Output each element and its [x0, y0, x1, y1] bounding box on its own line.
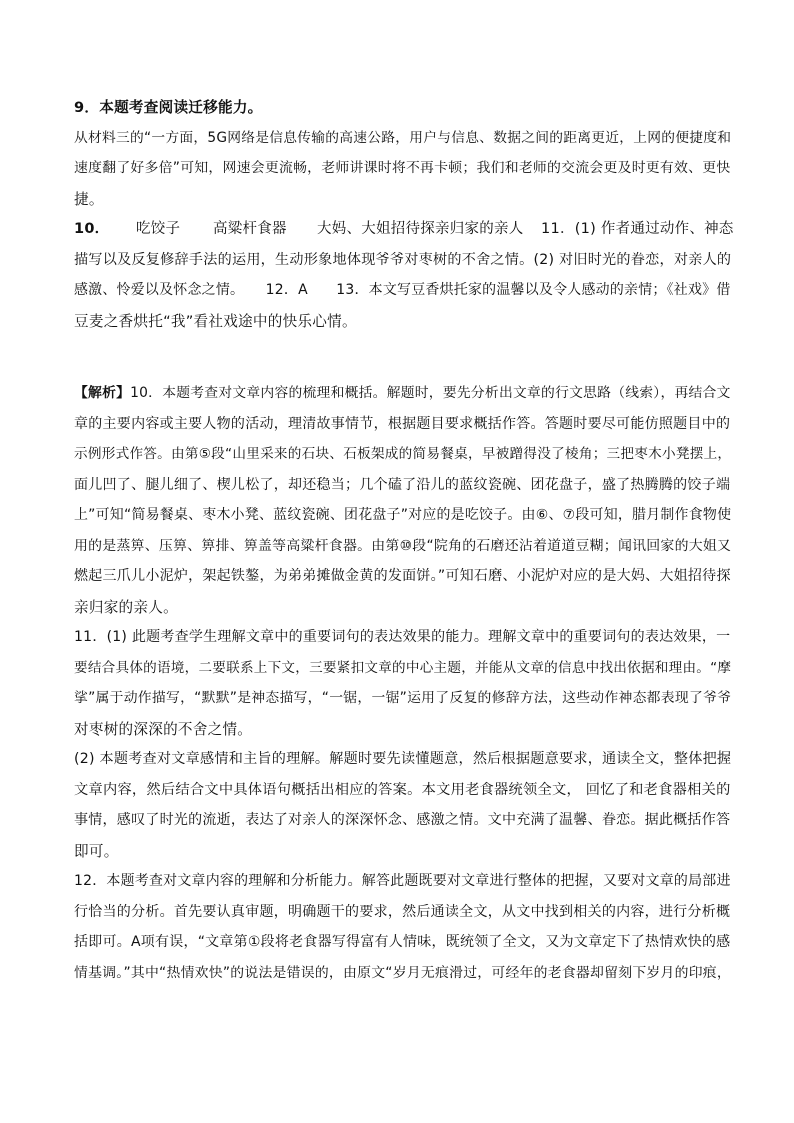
analysis-line: (2) 本题考查对文章感情和主旨的理解。解题时要先读懂题意，然后根据题意要求，通读全文，整体把握 — [74, 751, 732, 767]
analysis-line: 亲归家的亲人。 — [74, 598, 178, 616]
analysis-line: 即可。 — [74, 842, 119, 860]
analysis-line: 示例形式作答。由第⑤段“山里采来的石块、石板架成的简易餐桌，早被蹭得没了棱角；三把枣木小凳摆上， — [74, 446, 732, 462]
answers-first-line — [74, 220, 734, 239]
answer-document — [74, 98, 734, 994]
analysis-line: 11．(1) 此题考查学生理解文章中的重要词句的表达效果的能力。理解文章中的重要词句的表达效果，一 — [74, 629, 731, 645]
q10-number: 10． — [74, 221, 110, 237]
q10-answer-3: 大妈、大姐招待探亲归家的亲人 — [317, 221, 524, 237]
q9-line: 速度翻了好多倍”可知，网速会更流畅，老师讲课时将不再卡顿；我们和老师的交流会更及时更有效、更快 — [74, 160, 731, 176]
analysis-line: 行恰当的分析。首先要认真审题，明确题干的要求，然后通读全文，从文中找到相关的内容，进行分析概 — [74, 903, 731, 920]
q9-section — [74, 98, 734, 209]
q10-answer-1: 吃饺子 — [136, 221, 181, 237]
answers-line: 感激、怜爱以及怀念之情。 12．A 13．本文写豆香烘托家的温馨以及令人感动的亲情；《社戏》借 — [74, 282, 731, 298]
analysis-first-line — [74, 384, 734, 403]
answers-line: 豆麦之香烘托“我”看社戏途中的快乐心情。 — [74, 312, 357, 330]
analysis-line: 挲”属于动作描写，“默默”是神态描写，“一锯，一锯”运用了反复的修辞方法，这些动作神态都表现了爷爷 — [74, 690, 732, 706]
q9-line: 捷。 — [74, 190, 104, 208]
analysis-line: 10．本题考查对文章内容的梳理和概括。解题时，要先分析出文章的行文思路（线索），再结合文 — [130, 385, 731, 401]
analysis-line: 用的是蒸箅、压箅、箅排、箅盖等高粱杆食器。由第⑩段“院角的石磨还沾着道道豆糊；闻讯回家的大姐又 — [74, 537, 732, 554]
analysis-section — [74, 384, 734, 983]
analysis-line: 燃起三爪儿小泥炉，架起铁鏊，为弟弟摊做金黄的发面饼。”可知石磨、小泥炉对应的是大妈、大姐招待探 — [74, 568, 731, 584]
q9-line: 从材料三的“一方面，5G网络是信息传输的高速公路，用户与信息、数据之间的距离更近，上网的便捷度和 — [74, 129, 732, 146]
section-gap — [74, 342, 734, 384]
answers-line: 描写以及反复修辞手法的运用，生动形象地体现爷爷对枣树的不舍之情。(2) 对旧时光的眷恋，对亲人的 — [74, 251, 732, 268]
analysis-line: 对枣树的深深的不舍之情。 — [74, 720, 253, 738]
analysis-line: 要结合具体的语境，二要联系上下文，三要紧扣文章的中心主题，并能从文章的信息中找出依据和理由。“摩 — [74, 659, 732, 676]
answers-section — [74, 220, 734, 331]
analysis-line: 情基调。”其中“热情欢快”的说法是错误的，由原文“岁月无痕滑过，可经年的老食器却留刻下岁月的印痕， — [74, 964, 731, 981]
analysis-line: 上”可知“简易餐桌、枣木小凳、蓝纹瓷碗、团花盘子”对应的是吃饺子。由⑥、⑦段可知，腊月制作食物使 — [74, 507, 732, 523]
analysis-label: 【解析】 — [74, 385, 131, 401]
analysis-line: 面儿凹了、腿儿细了、楔儿松了，却还稳当；几个磕了沿儿的蓝纹瓷碗、团花盘子，盛了热腾腾的饺子端 — [74, 476, 731, 493]
q9-heading: 9．本题考查阅读迁移能力。 — [74, 99, 263, 116]
analysis-line: 事情，感叹了时光的流逝，表达了对亲人的深深怀念、感激之情。文中充满了温馨、眷恋。据此概括作答 — [74, 812, 731, 828]
analysis-line: 12．本题考查对文章内容的理解和分析能力。解答此题既要对文章进行整体的把握，又要对文章的局部进 — [74, 873, 731, 889]
q10-answer-2: 高粱杆食器 — [213, 221, 287, 237]
analysis-line: 章的主要内容或主要人物的活动，理清故事情节，根据题目要求概括作答。答题时要尽可能仿照题目中的 — [74, 415, 731, 432]
analysis-line: 文章内容，然后结合文中具体语句概括出相应的答案。本文用老食器统领全文， 回忆了和老食器相关的 — [74, 781, 731, 798]
analysis-line: 括即可。A项有误，“文章第①段将老食器写得富有人情味，既统领了全文，又为文章定下了热情欢快的感 — [74, 934, 731, 950]
q11-answer-start: 11．(1) 作者通过动作、神态 — [541, 221, 734, 237]
